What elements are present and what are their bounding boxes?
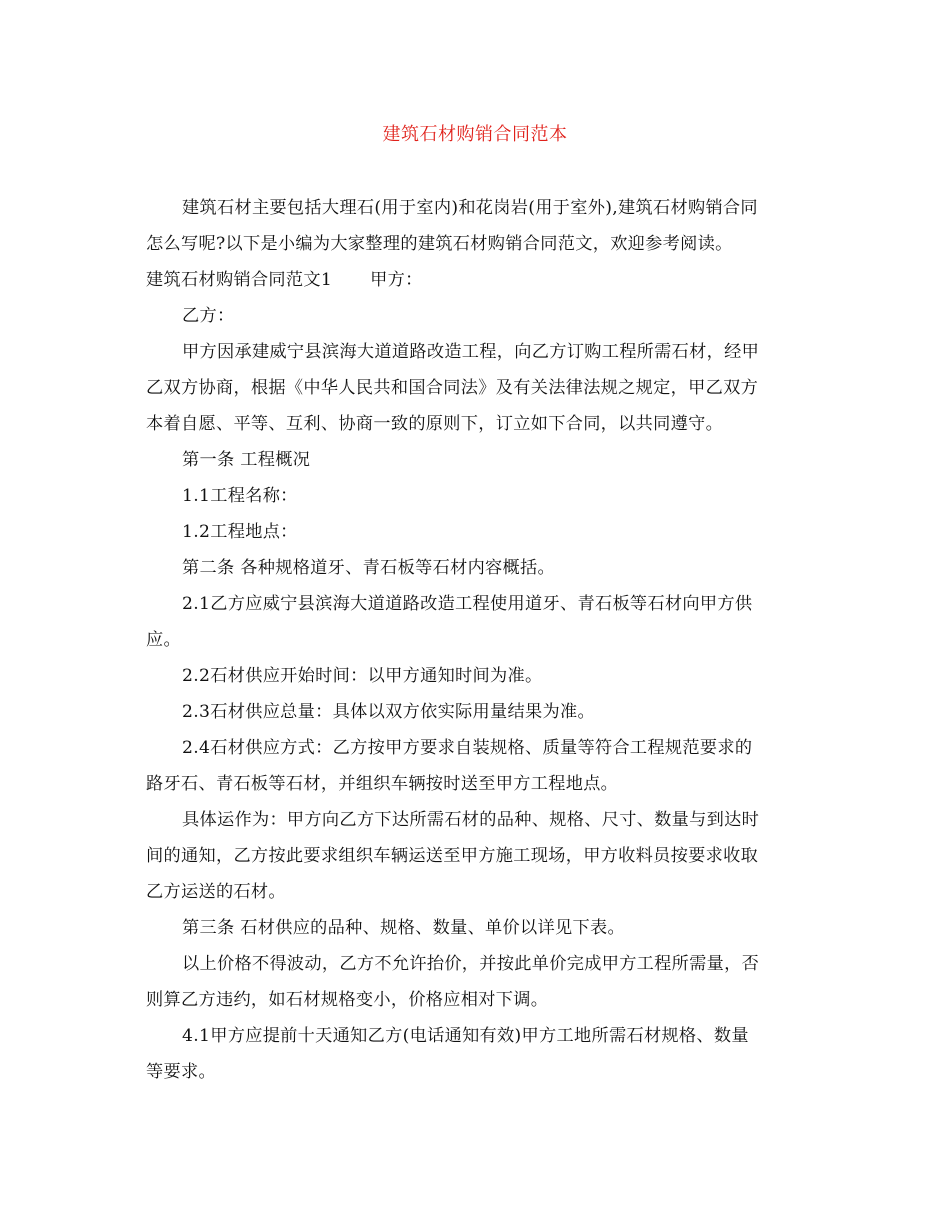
clause-line: 应。 (146, 630, 181, 650)
paragraph-line: 则算乙方违约，如石材规格变小，价格应相对下调。 (146, 990, 549, 1010)
paragraph-line: 具体运作为：甲方向乙方下达所需石材的品种、规格、尺寸、数量与到达时 (182, 810, 760, 830)
article-heading: 第二条 各种规格道牙、青石板等石材内容概括。 (182, 558, 556, 578)
article-heading: 第三条 石材供应的品种、规格、数量、单价以详见下表。 (182, 918, 625, 938)
paragraph-line: 怎么写呢?以下是小编为大家整理的建筑石材购销合同范文，欢迎参考阅读。 (146, 234, 733, 254)
article-heading: 第一条 工程概况 (182, 450, 311, 470)
paragraph-line: 甲方因承建威宁县滨海大道道路改造工程，向乙方订购工程所需石材，经甲 (182, 342, 760, 362)
clause-line: 1.1工程名称： (182, 486, 298, 506)
paragraph-line: 乙双方协商，根据《中华人民共和国合同法》及有关法律法规之规定，甲乙双方 (146, 378, 759, 398)
clause-line: 2.2石材供应开始时间：以甲方通知时间为准。 (182, 666, 543, 686)
paragraph-line (146, 268, 423, 292)
sample-heading: 建筑石材购销合同范文1 (146, 270, 333, 290)
clause-line: 等要求。 (146, 1062, 216, 1082)
paragraph-line: 乙方运送的石材。 (146, 882, 286, 902)
clause-line: 2.3石材供应总量：具体以双方依实际用量结果为准。 (182, 702, 595, 722)
clause-line: 路牙石、青石板等石材，并组织车辆按时送至甲方工程地点。 (146, 774, 619, 794)
party-a-label: 甲方： (370, 270, 423, 290)
document-title: 建筑石材购销合同范本 (382, 124, 568, 145)
clause-line: 4.1甲方应提前十天通知乙方(电话通知有效)甲方工地所需石材规格、数量 (182, 1026, 749, 1046)
clause-line: 2.4石材供应方式：乙方按甲方要求自装规格、质量等符合工程规范要求的 (182, 738, 753, 758)
paragraph-line: 以上价格不得波动，乙方不允许抬价，并按此单价完成甲方工程所需量，否 (182, 954, 760, 974)
clause-line: 1.2工程地点： (182, 522, 298, 542)
clause-line: 2.1乙方应威宁县滨海大道道路改造工程使用道牙、青石板等石材向甲方供 (182, 594, 753, 614)
party-b-label: 乙方： (182, 306, 235, 326)
paragraph-line: 间的通知，乙方按此要求组织车辆运送至甲方施工现场，甲方收料员按要求收取 (146, 846, 759, 866)
paragraph-line: 建筑石材主要包括大理石(用于室内)和花岗岩(用于室外),建筑石材购销合同 (182, 198, 758, 218)
paragraph-line: 本着自愿、平等、互利、协商一致的原则下，订立如下合同，以共同遵守。 (146, 414, 724, 434)
